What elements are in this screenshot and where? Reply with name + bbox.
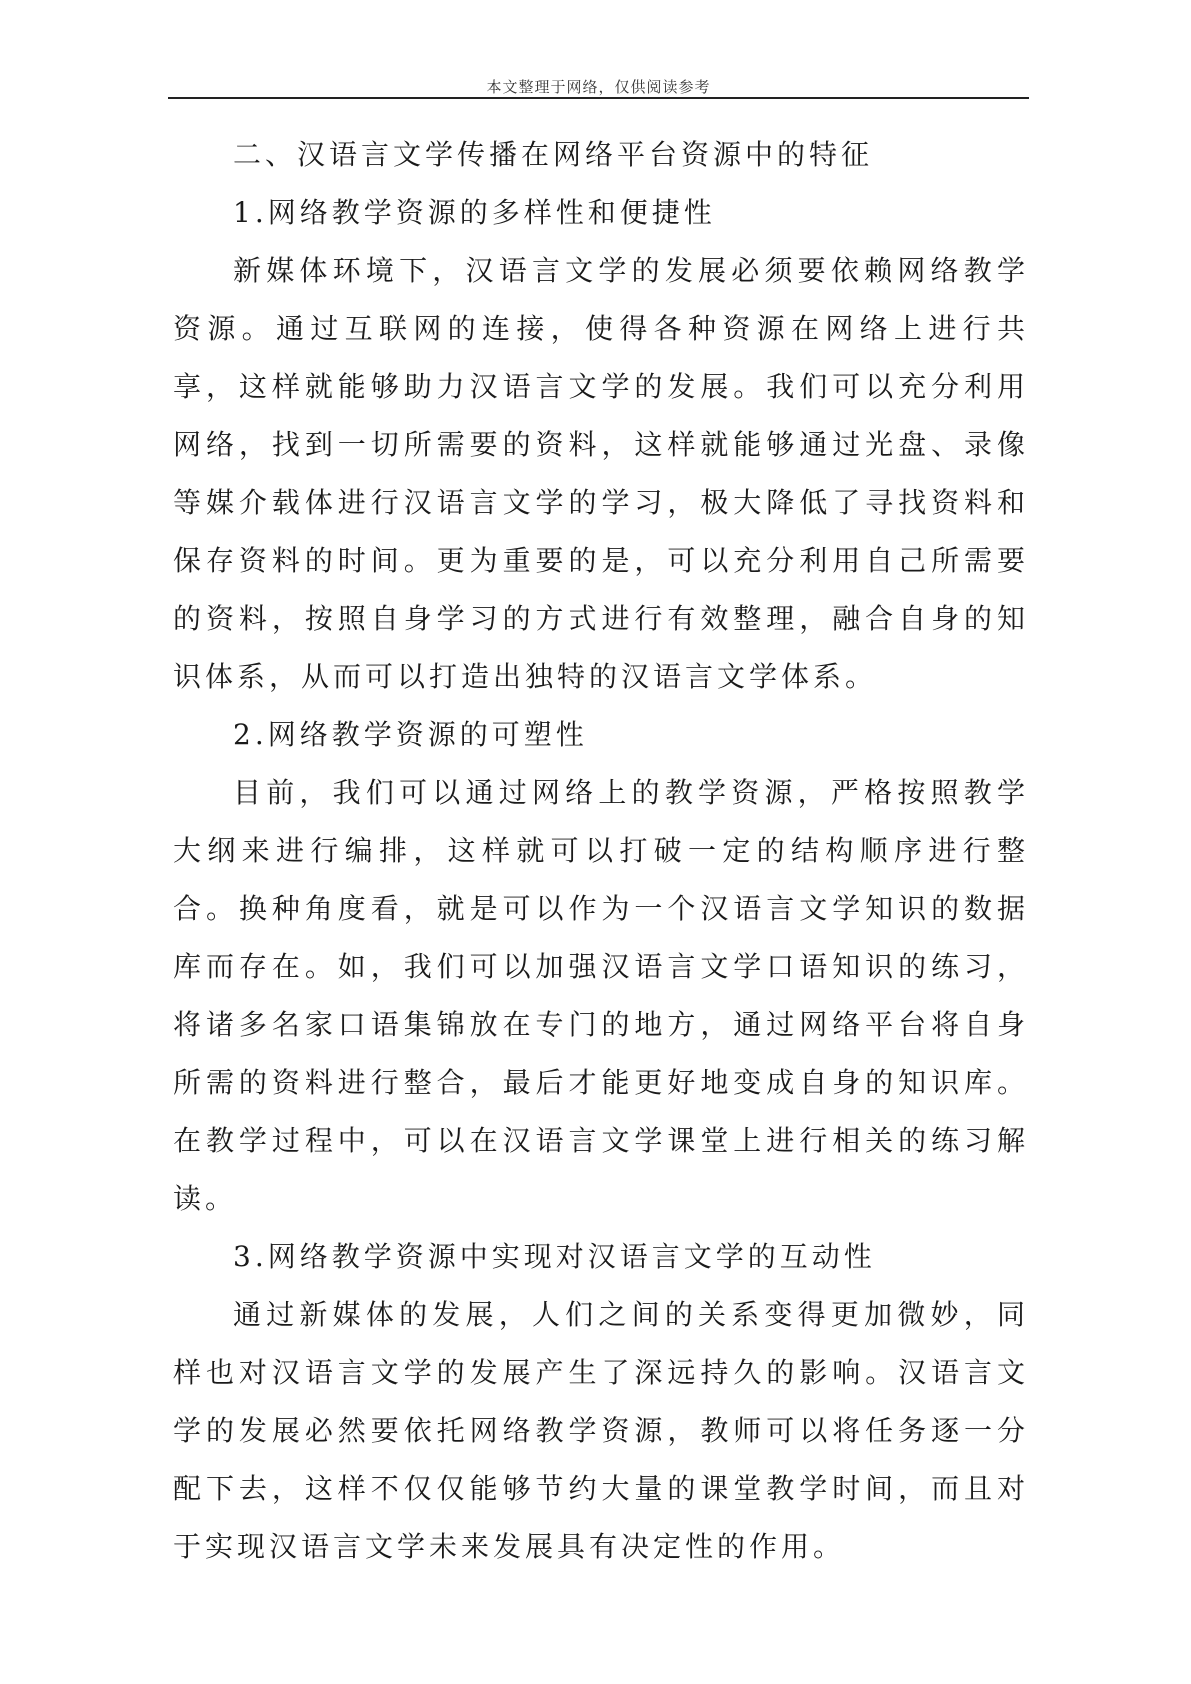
- document-body: [173, 126, 1029, 1576]
- subsection-paragraph-3: 通过新媒体的发展，人们之间的关系变得更加微妙，同样也对汉语言文学的发展产生了深远持久的影响。汉语言文学的发展必然要依托网络教学资源，教师可以将任务逐一分配下去，这样不仅仅能够节约大量的课堂教学时间，而且对于实现汉语言文学未来发展具有决定性的作用。: [173, 1298, 1029, 1563]
- subsection-paragraph-1: 新媒体环境下，汉语言文学的发展必须要依赖网络教学资源。通过互联网的连接，使得各种资源在网络上进行共享，这样就能够助力汉语言文学的发展。我们可以充分利用网络，找到一切所需要的资料，这样就能够通过光盘、录像等媒介载体进行汉语言文学的学习，极大降低了寻找资料和保存资料的时间。更为重要的是，可以充分利用自己所需要的资料，按照自身学习的方式进行有效整理，融合自身的知识体系，从而可以打造出独特的汉语言文学体系。: [173, 254, 1029, 693]
- header-divider: [168, 97, 1029, 99]
- subsection-heading-2: 2.网络教学资源的可塑性: [233, 718, 588, 751]
- subsection-paragraph-2: 目前，我们可以通过网络上的教学资源，严格按照教学大纲来进行编排，这样就可以打破一定的结构顺序进行整合。换种角度看，就是可以作为一个汉语言文学知识的数据库而存在。如，我们可以加强汉语言文学口语知识的练习，将诸多名家口语集锦放在专门的地方，通过网络平台将自身所需的资料进行整合，最后才能更好地变成自身的知识库。在教学过程中，可以在汉语言文学课堂上进行相关的练习解读。: [173, 776, 1029, 1215]
- page-header: 本文整理于网络，仅供阅读参考: [486, 78, 711, 96]
- subsection-heading-3: 3.网络教学资源中实现对汉语言文学的互动性: [233, 1240, 876, 1273]
- subsection-heading-1: 1.网络教学资源的多样性和便捷性: [233, 196, 716, 229]
- section-title: 二、汉语言文学传播在网络平台资源中的特征: [233, 138, 874, 171]
